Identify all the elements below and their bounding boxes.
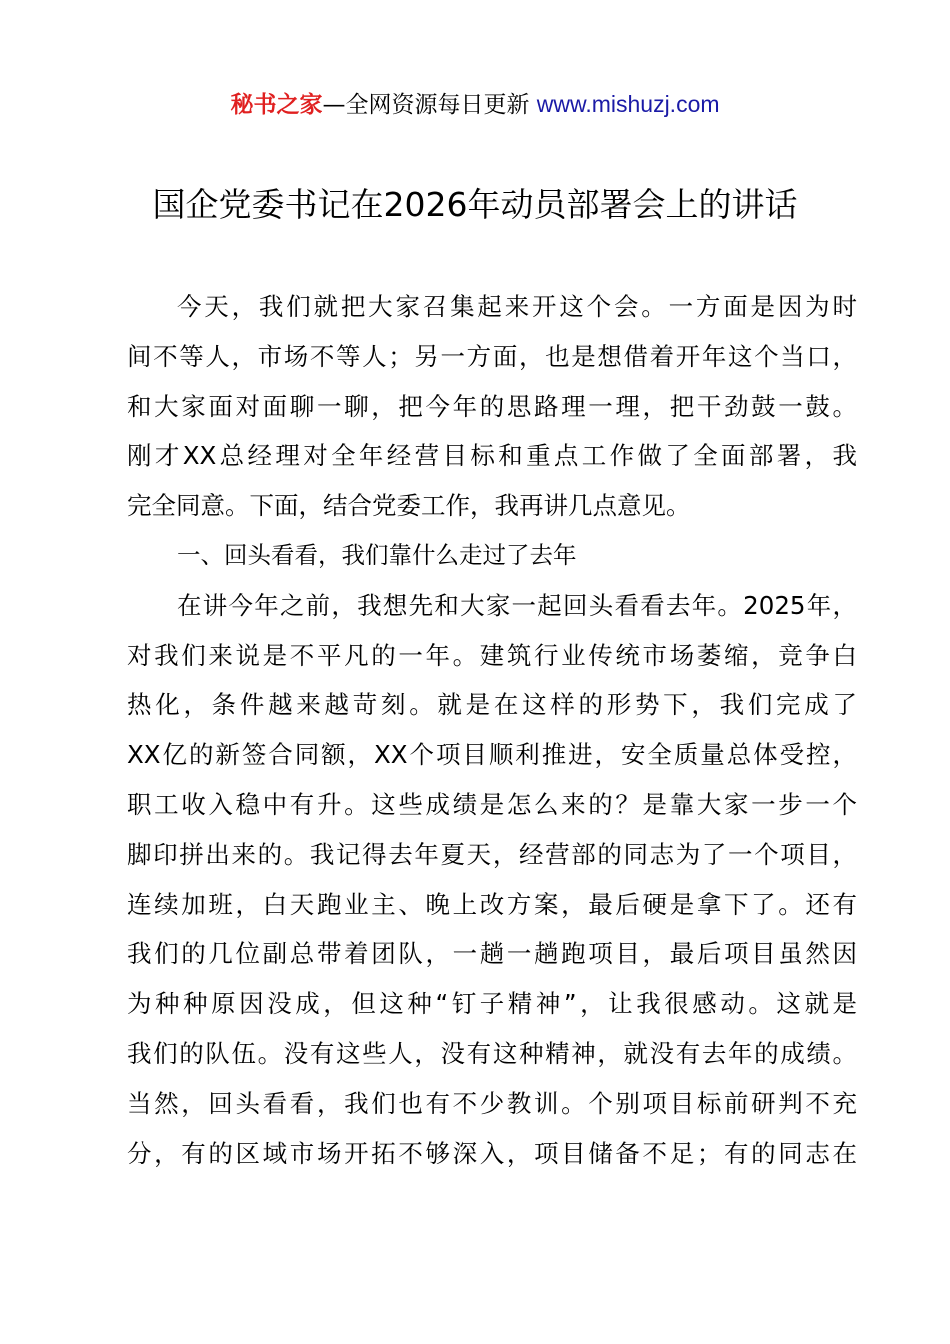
document-title: 国企党委书记在2026年动员部署会上的讲话 [152, 185, 798, 224]
paragraph-line: 完全同意。下面，结合党委工作，我再讲几点意见。 [127, 491, 691, 521]
site-url-link[interactable]: www.mishuzj.com [536, 91, 720, 117]
paragraph-line: 职工收入稳中有升。这些成绩是怎么来的？是靠大家一步一个 [127, 789, 857, 819]
paragraph-line: XX亿的新签合同额，XX个项目顺利推进，安全质量总体受控， [127, 740, 857, 770]
paragraph-line: 间不等人，市场不等人；另一方面，也是想借着开年这个当口， [127, 341, 857, 371]
section-heading: 一、回头看看，我们靠什么走过了去年 [177, 540, 577, 569]
paragraph-line: 连续加班，白天跑业主、晚上改方案，最后硬是拿下了。还有 [127, 889, 857, 919]
paragraph-line: 我们的队伍。没有这些人，没有这种精神，就没有去年的成绩。 [127, 1038, 857, 1068]
paragraph-line: 分，有的区域市场开拓不够深入，项目储备不足；有的同志在 [127, 1138, 857, 1168]
paragraph-line: 对我们来说是不平凡的一年。建筑行业传统市场萎缩，竞争白 [127, 640, 857, 670]
paragraph-line: 当然，回头看看，我们也有不少教训。个别项目标前研判不充 [127, 1088, 857, 1118]
paragraph-line: 为种种原因没成，但这种“钉子精神”，让我很感动。这就是 [127, 989, 857, 1019]
paragraph-line: 热化，条件越来越苛刻。就是在这样的形势下，我们完成了 [127, 690, 857, 720]
brand-name: 秘书之家 [230, 92, 323, 118]
header-slogan: —全网资源每日更新 [322, 92, 537, 118]
paragraph-line: 我们的几位副总带着团队，一趟一趟跑项目，最后项目虽然因 [127, 939, 857, 969]
paragraph-line: 和大家面对面聊一聊，把今年的思路理一理，把干劲鼓一鼓。 [127, 391, 857, 421]
paragraph-line: 刚才XX总经理对全年经营目标和重点工作做了全面部署，我 [127, 441, 857, 471]
paragraph-line: 今天，我们就把大家召集起来开这个会。一方面是因为时 [177, 292, 857, 321]
document-body [127, 282, 857, 1178]
paragraph-line: 脚印拼出来的。我记得去年夏天，经营部的同志为了一个项目， [127, 839, 857, 869]
paragraph-line: 在讲今年之前，我想先和大家一起回头看看去年。2025年， [177, 590, 857, 620]
site-header [0, 88, 950, 121]
